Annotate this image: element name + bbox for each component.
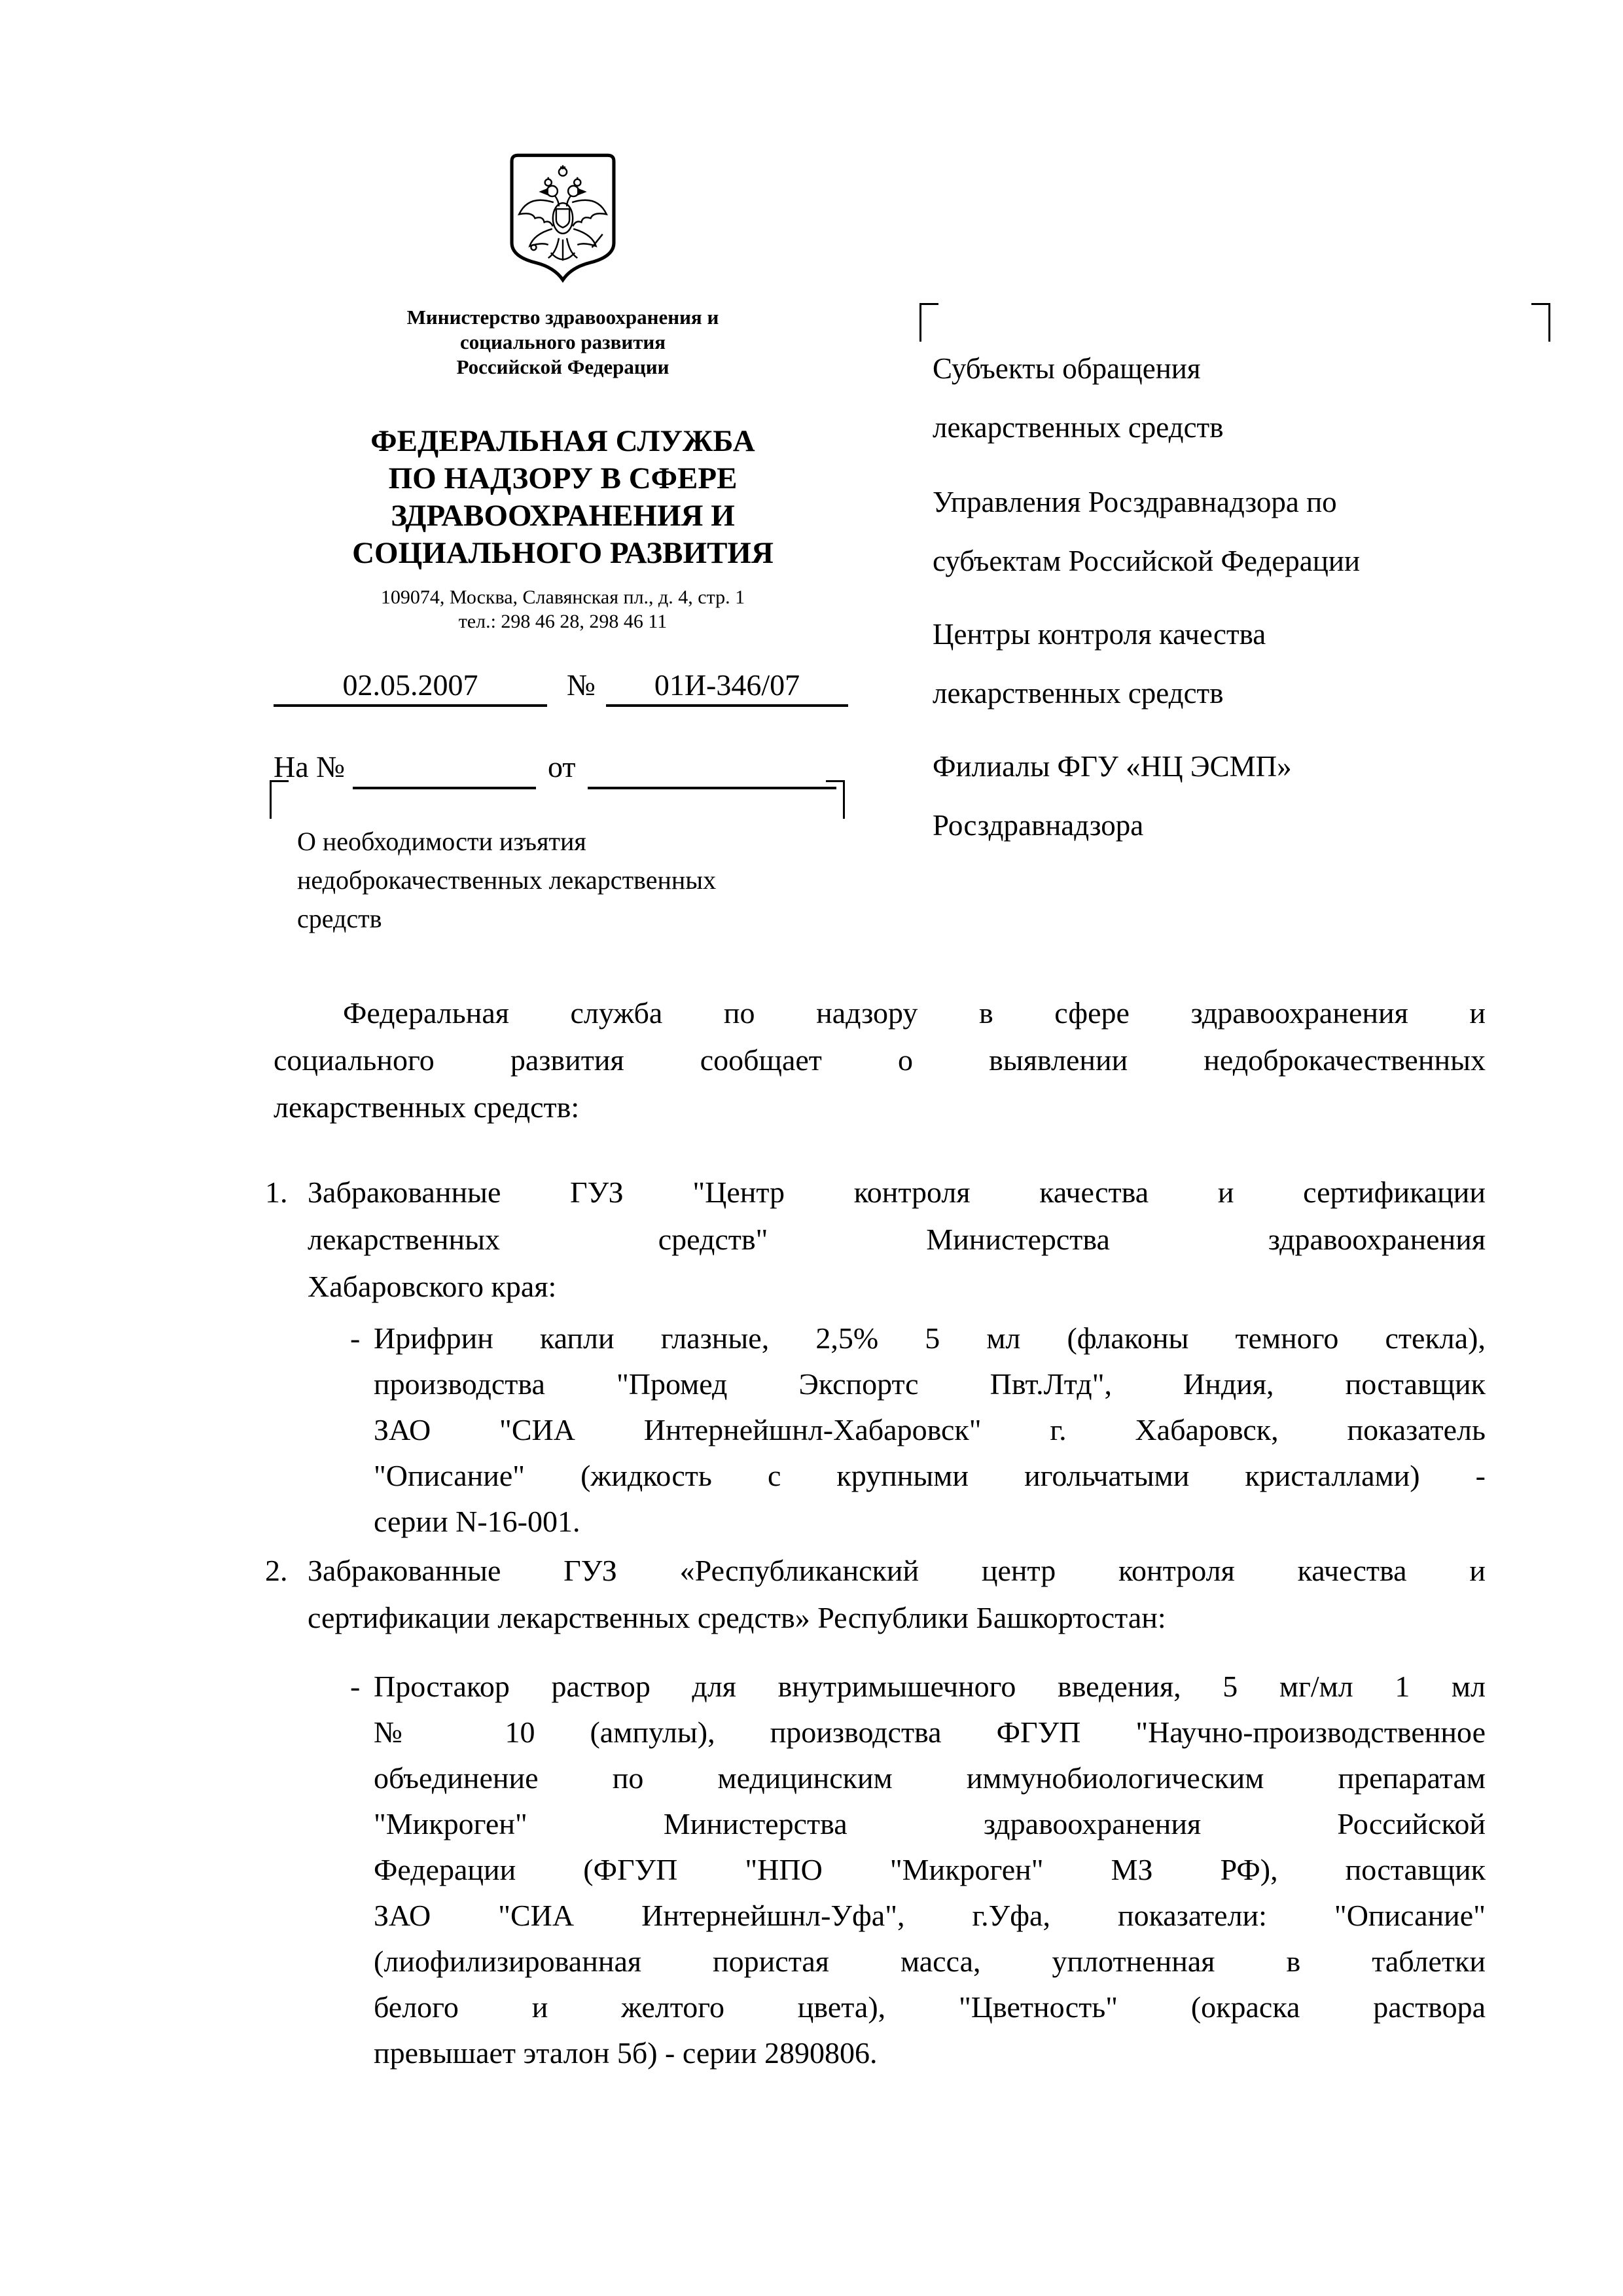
service-name-line: ЗДРАВООХРАНЕНИЯ И [391,499,735,533]
service-name-line: ФЕДЕРАЛЬНАЯ СЛУЖБА [370,424,755,458]
recipient-group [933,737,1561,855]
number-sign: № [567,668,596,702]
reply-date-blank [588,747,836,789]
subject-line: средств [297,904,382,933]
reply-reference-line [274,747,836,789]
ministry-line: социального развития [459,331,666,353]
body-line: лекарственных средств" Министерства здравоохранения [308,1223,1486,1256]
bullet-marker: - [350,1670,361,1703]
recipient-line: лекарственных средств [933,411,1224,444]
recipient-line: Субъекты обращения [933,352,1201,385]
bullet-item-1 [350,1316,1486,1545]
body-line: "Микроген" Министерства здравоохранения Российской [374,1807,1486,1840]
ministry-line: Российской Федерации [456,355,669,378]
reference-line [274,666,848,707]
recipient-group [933,339,1561,457]
outgoing-number-field [606,666,848,707]
item-number: 1. [265,1175,288,1209]
recipient-group [933,473,1561,590]
subject-zone-bracket-right [826,780,845,819]
body-line: серии N-16-001. [374,1505,580,1538]
body-line: Федеральная служба по надзору в сфере здравоохранения и [343,996,1486,1030]
body-line: Федерации (ФГУП "НПО "Микроген" МЗ РФ), поставщик [374,1853,1486,1886]
recipient-line: Филиалы ФГУ «НЦ ЭСМП» [933,750,1292,783]
recipient-zone-bracket-left [919,303,938,342]
phone-line: тел.: 298 46 28, 298 46 11 [458,611,668,632]
date-value: 02.05.2007 [342,668,478,702]
recipient-line: Управления Росздравнадзора по [933,486,1337,518]
body-line: лекарственных средств: [274,1090,580,1124]
body-line: Забракованные ГУЗ «Республиканский центр контроля качества и [308,1554,1486,1587]
reply-number-blank [353,747,536,789]
date-field [274,666,547,707]
recipient-line: Росздравнадзора [933,809,1144,842]
subject-line: О необходимости изъятия [297,827,586,856]
body-line: Ирифрин капли глазные, 2,5% 5 мл (флаконы темного стекла), [374,1321,1486,1355]
list-item-2 [265,1547,1486,1641]
recipient-line: Центры контроля качества [933,618,1266,651]
body-line: № 10 (ампулы), производства ФГУП "Научно-производственное [374,1715,1486,1749]
body-line: Забракованные ГУЗ "Центр контроля качества и сертификации [308,1175,1486,1209]
body-line: объединение по медицинским иммунобиологическим препаратам [374,1761,1486,1795]
bullet-marker: - [350,1321,361,1355]
service-name-line: СОЦИАЛЬНОГО РАЗВИТИЯ [352,536,774,570]
body-line: социального развития сообщает о выявлении недоброкачественных [274,1043,1486,1077]
ministry-name [281,305,844,380]
list-item-1 [265,1169,1486,1310]
ministry-line: Министерство здравоохранения и [406,306,719,329]
body-line: превышает эталон 5б) - серии 2890806. [374,2036,878,2070]
reply-from-label: от [548,750,576,783]
service-name [281,423,844,572]
recipient-group [933,605,1561,723]
recipient-line: субъектам Российской Федерации [933,545,1361,577]
intro-paragraph [274,990,1486,1131]
body-line: "Описание" (жидкость с крупными игольчатыми кристаллами) - [374,1459,1486,1492]
spacer [547,666,567,707]
recipient-line: лекарственных средств [933,677,1224,709]
body-line: (лиофилизированная пористая масса, уплотненная в таблетки [374,1945,1486,1978]
reply-label: На № [274,750,346,783]
body-line: Простакор раствор для внутримышечного введения, 5 мг/мл 1 мл [374,1670,1486,1703]
service-name-line: ПО НАДЗОРУ В СФЕРЕ [388,461,738,495]
item-number: 2. [265,1554,288,1587]
recipient-zone-bracket-right [1531,303,1550,342]
outgoing-number-value: 01И-346/07 [654,668,800,702]
bullet-item-2 [350,1664,1486,2076]
body-line: ЗАО "СИА Интернейшнл-Хабаровск" г. Хабаровск, показатель [374,1413,1486,1446]
body-line: производства "Промед Экспортс Пвт.Лтд", Индия, поставщик [374,1367,1486,1401]
subject-line: недоброкачественных лекарственных [297,865,717,895]
spacer [593,666,606,707]
body-line: ЗАО "СИА Интернейшнл-Уфа", г.Уфа, показатели: "Описание" [374,1899,1486,1932]
body-line: сертификации лекарственных средств» Республики Башкортостан: [308,1601,1166,1634]
address-line: 109074, Москва, Славянская пл., д. 4, стр. 1 [380,586,745,608]
body-line: Хабаровского края: [308,1270,557,1303]
coat-of-arms-icon [510,152,616,283]
subject-zone-bracket-left [270,780,289,819]
address-block [281,585,844,634]
body-line: белого и желтого цвета), "Цветность" (окраска раствора [374,1990,1486,2024]
subject-block [297,822,853,938]
